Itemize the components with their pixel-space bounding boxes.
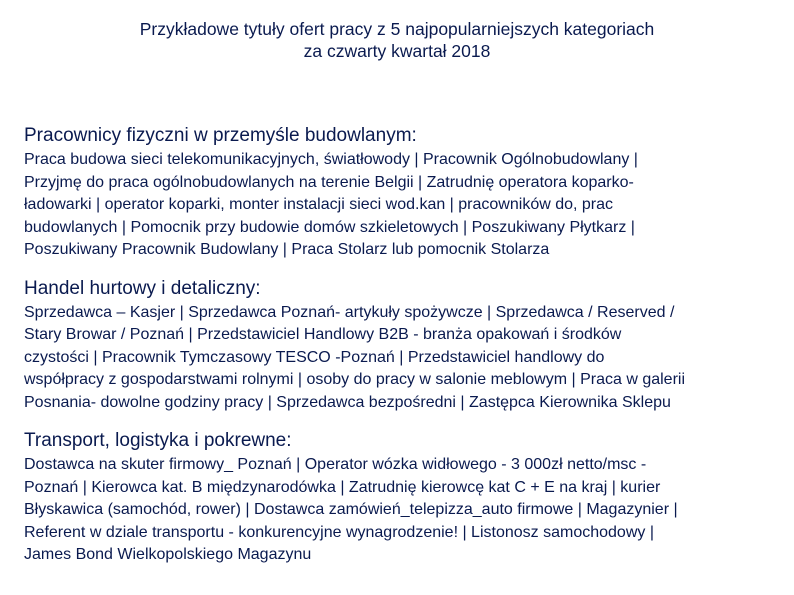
section-transport [24, 429, 774, 567]
section-text-line: James Bond Wielkopolskiego Magazynu [24, 546, 312, 563]
title-line-1: Przykładowe tytuły ofert pracy z 5 najpopularniejszych kategoriach [139, 19, 655, 39]
title-line-2: za czwarty kwartał 2018 [303, 41, 491, 61]
content [24, 124, 774, 567]
section-text-line: Poszukiwany Pracownik Budowlany | Praca Stolarz lub pomocnik Stolarza [24, 241, 550, 258]
section-text-line: współpracy z gospodarstwami rolnymi | osoby do pracy w salonie meblowym | Praca w galerii [24, 371, 686, 388]
section-text-line: Przyjmę do praca ogólnobudowlanych na terenie Belgii | Zatrudnię operatora koparko- [24, 173, 634, 191]
section-text-line: Błyskawica (samochód, rower) | Dostawca zamówień_telepizza_auto firmowe | Magazynier | [24, 501, 678, 518]
section-text-line: czystości | Pracownik Tymczasowy TESCO -Poznań | Przedstawiciel handlowy do [24, 348, 605, 366]
section-construction [24, 124, 774, 262]
section-heading: Pracownicy fizyczni w przemyśle budowlanym: [24, 125, 417, 146]
section-text-line: Posnania- dowolne godziny pracy | Sprzedawca bezpośredni | Zastępca Kierownika Sklepu [24, 393, 671, 411]
section-text-line: Dostawca na skuter firmowy_ Poznań | Operator wózka widłowego - 3 000zł netto/msc - [24, 456, 647, 473]
section-heading: Handel hurtowy i detaliczny: [24, 277, 261, 299]
section-text-line: Sprzedawca – Kasjer | Sprzedawca Poznań- artykuły spożywcze | Sprzedawca / Reserved / [24, 303, 675, 321]
section-trade [24, 277, 774, 415]
section-text-line: Praca budowa sieci telekomunikacyjnych, światłowody | Pracownik Ogólnobudowlany | [24, 151, 638, 168]
section-text-line: Stary Browar / Poznań | Przedstawiciel Handlowy B2B - branża opakowań i środków [24, 326, 622, 343]
page-title [0, 18, 794, 62]
section-text-line: Poznań | Kierowca kat. B międzynarodówka | Zatrudnię kierowcę kat C + E na kraj | kurier [24, 478, 661, 496]
section-heading: Transport, logistyka i pokrewne: [24, 430, 292, 451]
section-text-line: ładowarki | operator koparki, monter instalacji sieci wod.kan | pracowników do, prac [24, 196, 614, 213]
section-text-line: budowlanych | Pomocnik przy budowie domów szkieletowych | Poszukiwany Płytkarz | [24, 218, 635, 236]
section-text-line: Referent w dziale transportu - konkurencyjne wynagrodzenie! | Listonosz samochodowy | [24, 523, 654, 541]
